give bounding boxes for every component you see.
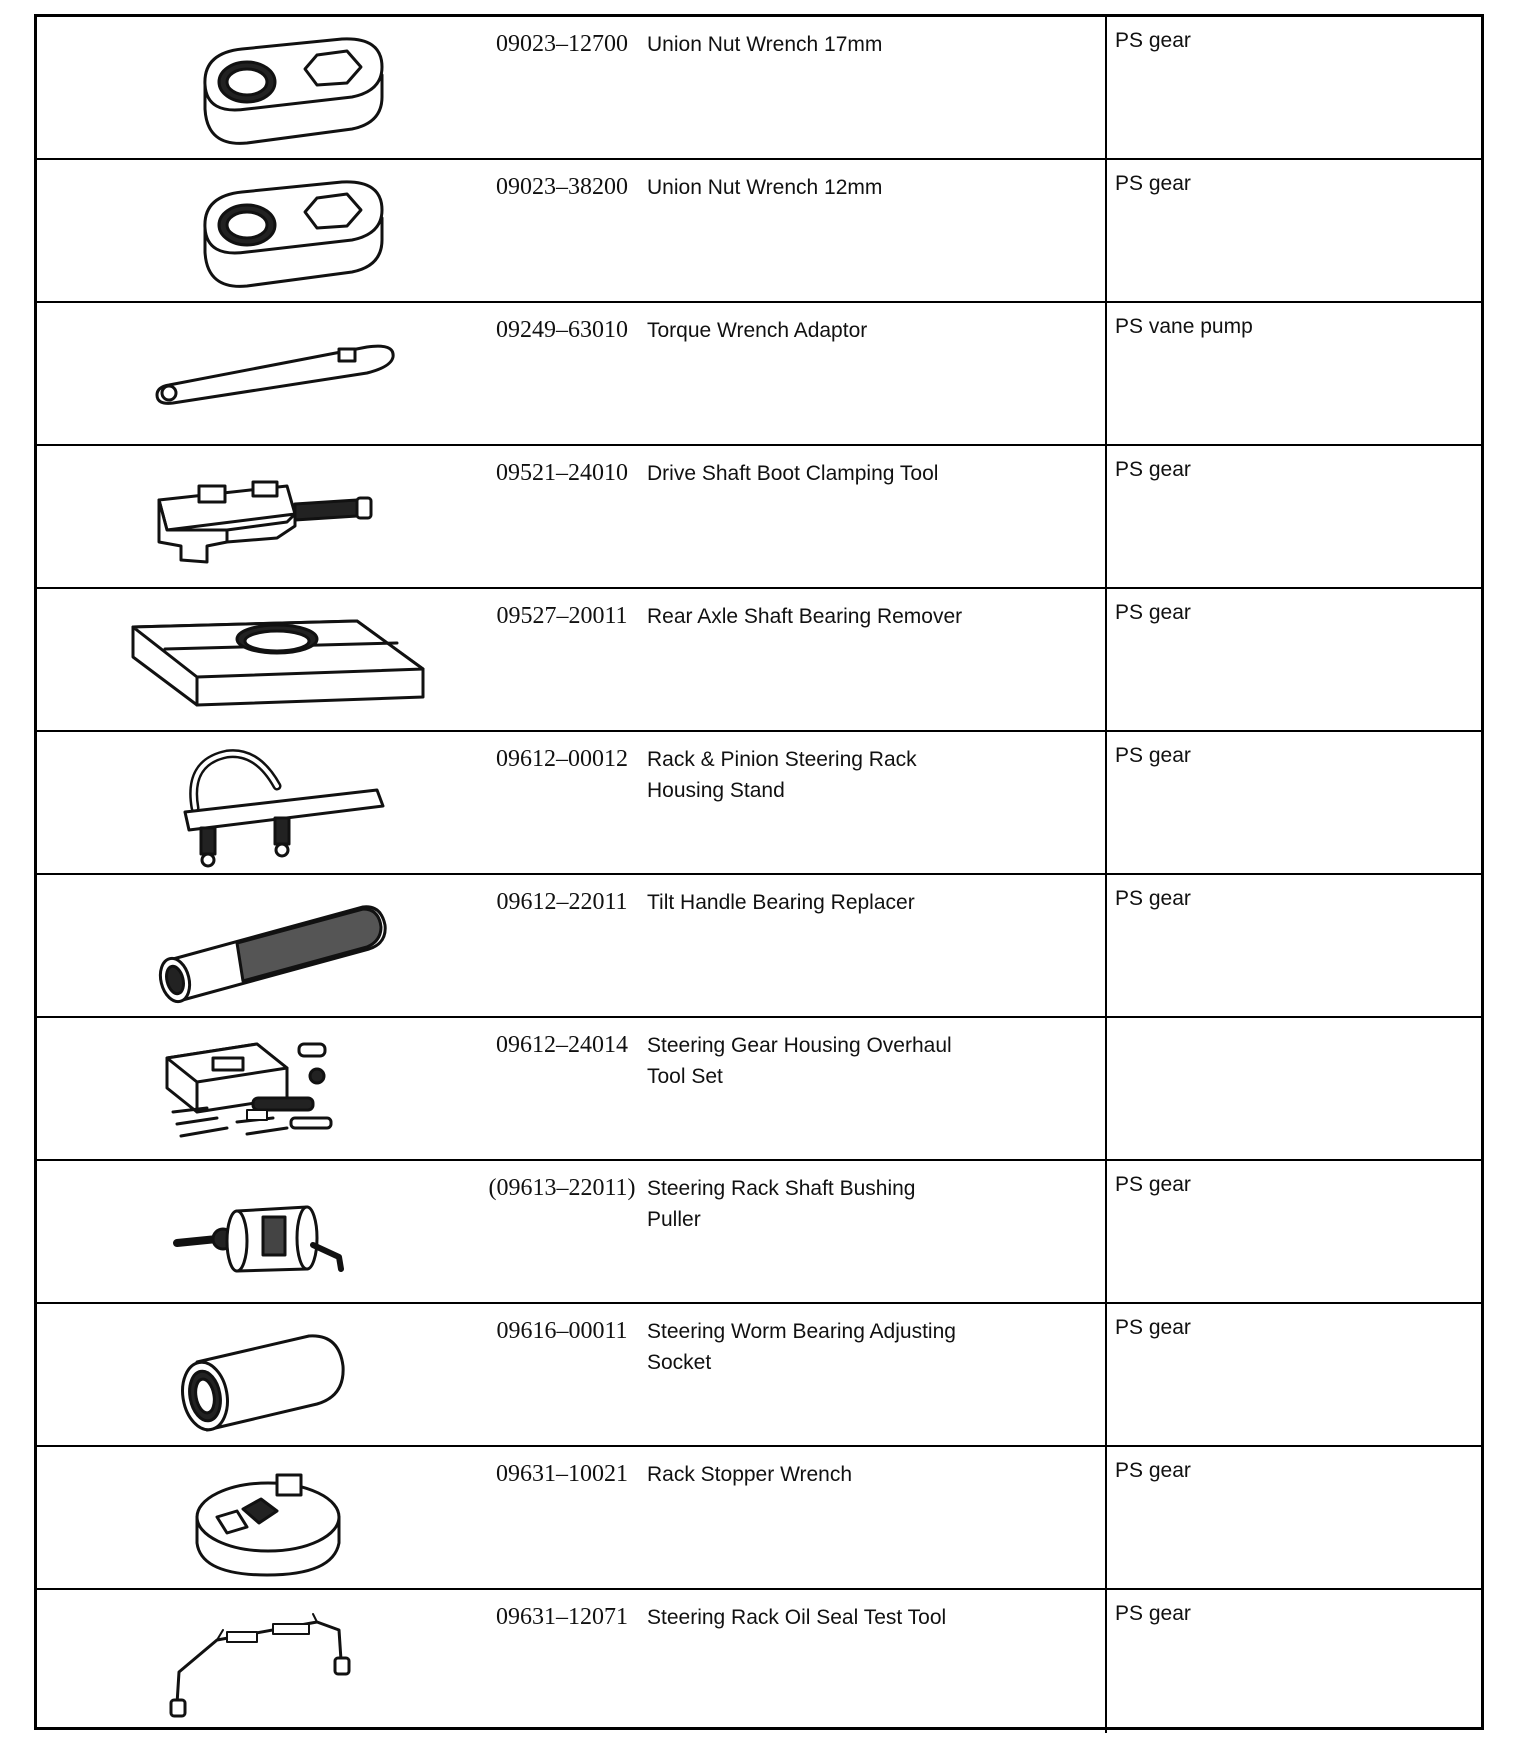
union-nut-wrench-icon — [77, 27, 457, 152]
housing-stand-icon — [77, 742, 457, 867]
table-row — [37, 1590, 1481, 1733]
tool-usage: PS gear — [1115, 29, 1191, 52]
adjusting-socket-icon — [77, 1314, 457, 1439]
part-number: 09631–12071 — [496, 1604, 628, 1630]
tool-usage: PS gear — [1115, 1602, 1191, 1625]
tool-name-line: Steering Rack Shaft Bushing — [647, 1177, 916, 1200]
tool-usage: PS gear — [1115, 1459, 1191, 1482]
tool-name-line: Steering Gear Housing Overhaul — [647, 1034, 952, 1057]
tool-usage: PS gear — [1115, 458, 1191, 481]
special-tools-table — [34, 14, 1484, 1730]
part-number: 09631–10021 — [496, 1461, 628, 1487]
tool-name-line: Steering Worm Bearing Adjusting — [647, 1320, 956, 1343]
bearing-replacer-icon — [77, 885, 457, 1010]
tool-name — [647, 458, 1097, 489]
table-row — [37, 1447, 1481, 1590]
part-number: 09023–12700 — [496, 31, 628, 57]
tool-name — [647, 315, 1097, 346]
part-number: 09527–20011 — [496, 603, 628, 629]
column-divider — [1105, 875, 1107, 1016]
tool-name-line: Union Nut Wrench 17mm — [647, 33, 883, 56]
tool-name — [647, 1459, 1097, 1490]
column-divider — [1105, 446, 1107, 587]
tool-name — [647, 1316, 1097, 1378]
tool-name — [647, 744, 1097, 806]
tool-name — [647, 601, 1097, 632]
boot-clamping-tool-icon — [77, 456, 457, 581]
column-divider — [1105, 1018, 1107, 1159]
tool-usage: PS gear — [1115, 1316, 1191, 1339]
column-divider — [1105, 1590, 1107, 1733]
overhaul-tool-set-icon — [77, 1028, 457, 1153]
tool-usage: PS gear — [1115, 172, 1191, 195]
part-number: 09023–38200 — [496, 174, 628, 200]
tool-name-line: Steering Rack Oil Seal Test Tool — [647, 1606, 947, 1629]
tool-name-line: Drive Shaft Boot Clamping Tool — [647, 462, 939, 485]
tool-name-line: Puller — [647, 1208, 701, 1231]
tool-name-line: Housing Stand — [647, 779, 785, 802]
table-row — [37, 303, 1481, 446]
tool-name-line: Socket — [647, 1351, 712, 1374]
part-number: 09521–24010 — [496, 460, 628, 486]
table-row — [37, 17, 1481, 160]
part-number: (09613–22011) — [488, 1175, 636, 1201]
tool-name-line: Tilt Handle Bearing Replacer — [647, 891, 915, 914]
tool-usage: PS vane pump — [1115, 315, 1253, 338]
column-divider — [1105, 1161, 1107, 1302]
union-nut-wrench-icon — [77, 170, 457, 295]
part-number: 09249–63010 — [496, 317, 628, 343]
part-number: 09616–00011 — [496, 1318, 628, 1344]
tool-name — [647, 172, 1097, 203]
table-row — [37, 1018, 1481, 1161]
tool-name-line: Tool Set — [647, 1065, 723, 1088]
column-divider — [1105, 1447, 1107, 1588]
part-number: 09612–00012 — [496, 746, 628, 772]
tool-usage: PS gear — [1115, 887, 1191, 910]
column-divider — [1105, 589, 1107, 730]
bearing-remover-plate-icon — [77, 599, 457, 724]
tool-name — [647, 29, 1097, 60]
tool-usage: PS gear — [1115, 601, 1191, 624]
tool-name — [647, 1602, 1097, 1633]
table-row — [37, 875, 1481, 1018]
table-row — [37, 160, 1481, 303]
tool-name-line: Rack Stopper Wrench — [647, 1463, 853, 1486]
tool-name-line: Union Nut Wrench 12mm — [647, 176, 883, 199]
tool-name-line: Rear Axle Shaft Bearing Remover — [647, 605, 963, 628]
tool-name-line: Rack & Pinion Steering Rack — [647, 748, 917, 771]
table-row — [37, 589, 1481, 732]
tool-usage: PS gear — [1115, 744, 1191, 767]
table-row — [37, 1304, 1481, 1447]
table-row — [37, 1161, 1481, 1304]
tool-name — [647, 1030, 1097, 1092]
part-number: 09612–24014 — [496, 1032, 628, 1058]
tool-name-line: Torque Wrench Adaptor — [647, 319, 868, 342]
column-divider — [1105, 1304, 1107, 1445]
table-row — [37, 732, 1481, 875]
torque-wrench-adaptor-icon — [77, 313, 457, 438]
column-divider — [1105, 160, 1107, 301]
tool-usage: PS gear — [1115, 1173, 1191, 1196]
part-number: 09612–22011 — [496, 889, 628, 915]
column-divider — [1105, 303, 1107, 444]
tool-name — [647, 887, 1097, 918]
column-divider — [1105, 732, 1107, 873]
table-row — [37, 446, 1481, 589]
tool-name — [647, 1173, 1097, 1235]
oil-seal-test-tool-icon — [77, 1600, 457, 1725]
column-divider — [1105, 17, 1107, 158]
rack-stopper-wrench-icon — [77, 1457, 457, 1582]
bushing-puller-icon — [77, 1171, 457, 1296]
